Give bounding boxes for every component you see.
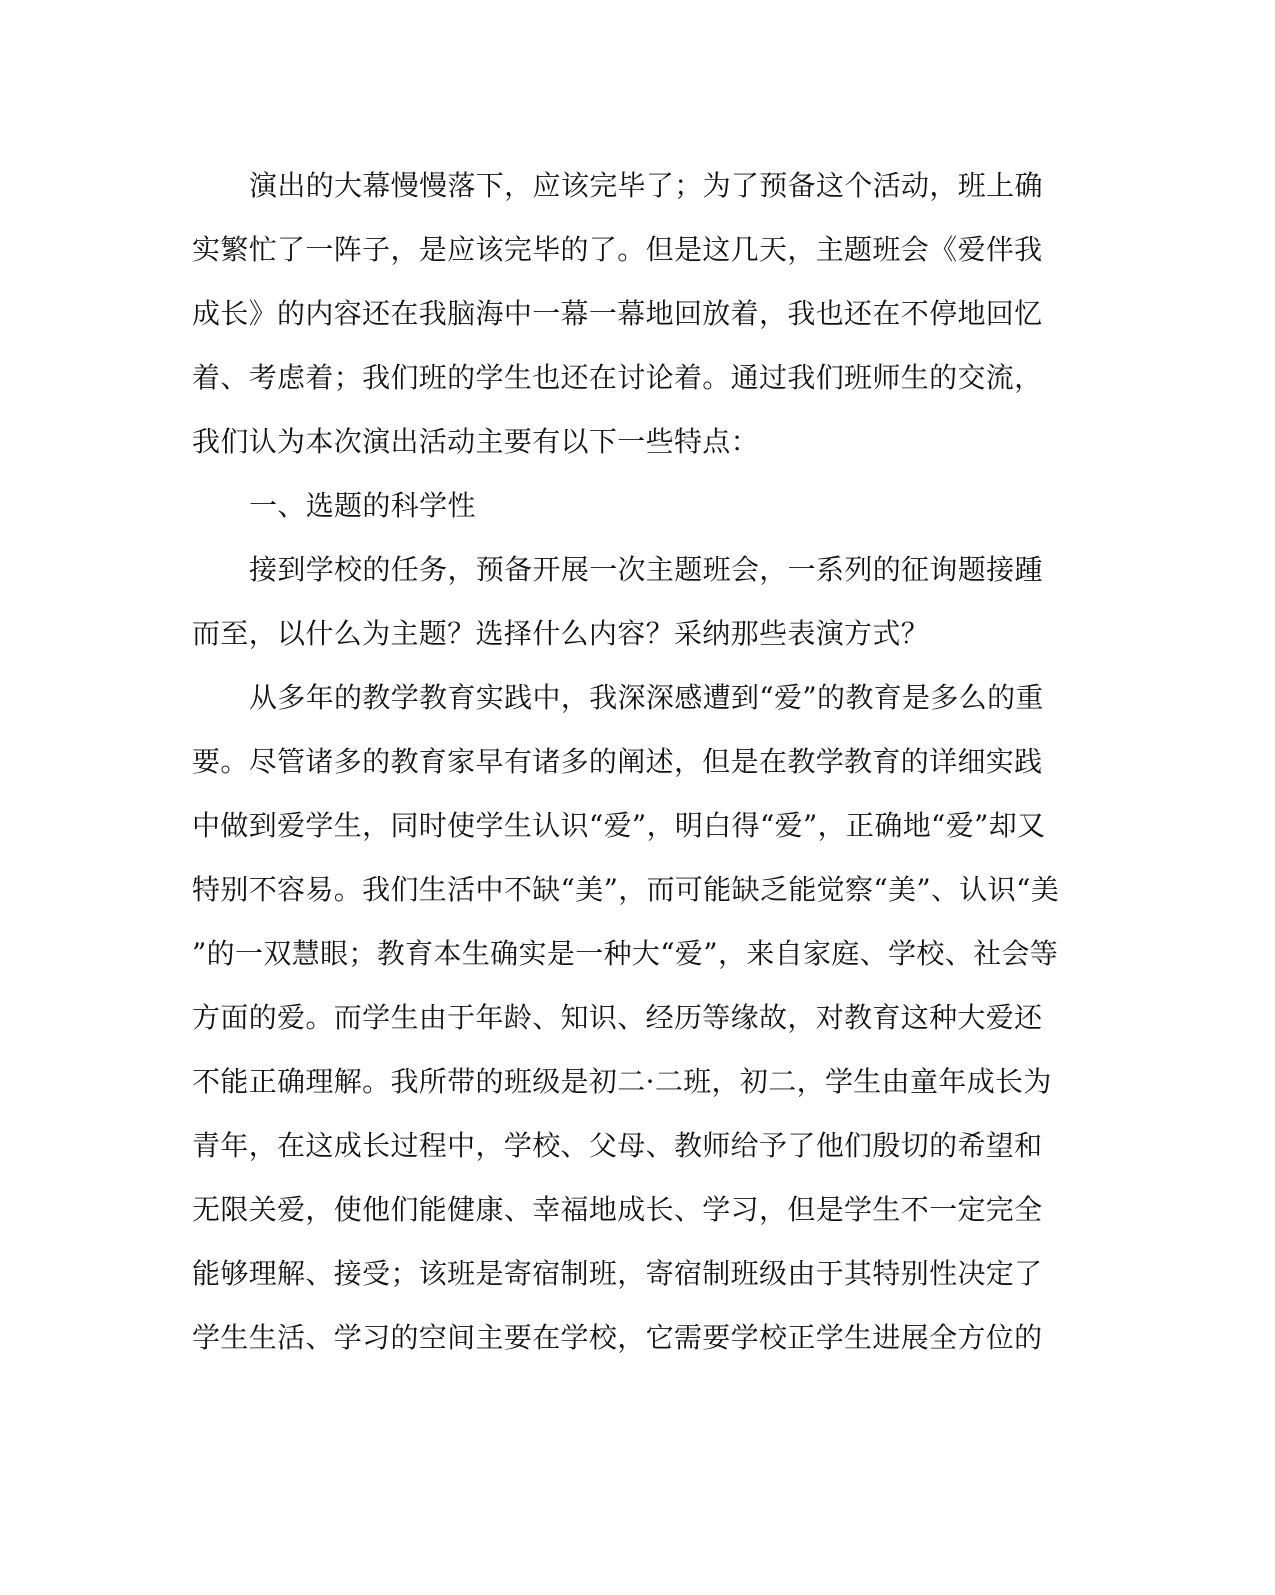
text-line: 青年，在这成长过程中，学校、父母、教师给予了他们殷切的希望和	[192, 1129, 1043, 1162]
text-line: 特别不容易。我们生活中不缺“美”，而可能缺乏能觉察“美”、认识“美	[192, 873, 1060, 906]
text-line: 学生生活、学习的空间主要在学校，它需要学校正学生进展全方位的	[192, 1321, 1043, 1354]
text-line: 实繁忙了一阵子，是应该完毕的了。但是这几天，主题班会《爱伴我	[192, 233, 1043, 266]
section-heading: 一、选题的科学性	[249, 489, 476, 522]
text-line: 而至，以什么为主题？选择什么内容？采纳那些表演方式？	[192, 617, 930, 650]
text-line: 从多年的教学教育实践中，我深深感遭到“爱”的教育是多么的重	[249, 681, 1044, 714]
text-line: 中做到爱学生，同时使学生认识“爱”，明白得“爱”，正确地“爱”却又	[192, 809, 1046, 842]
text-line: 接到学校的任务，预备开展一次主题班会，一系列的征询题接踵	[249, 553, 1043, 586]
text-line: 我们认为本次演出活动主要有以下一些特点：	[192, 425, 760, 458]
text-line: 着、考虑着；我们班的学生也还在讨论着。通过我们班师生的交流，	[192, 361, 1043, 394]
text-line: 无限关爱，使他们能健康、幸福地成长、学习，但是学生不一定完全	[192, 1193, 1043, 1226]
text-line: 方面的爱。而学生由于年龄、知识、经历等缘故，对教育这种大爱还	[192, 1001, 1043, 1034]
text-line: 演出的大幕慢慢落下，应该完毕了；为了预备这个活动，班上确	[249, 169, 1043, 202]
text-line: 要。尽管诸多的教育家早有诸多的阐述，但是在教学教育的详细实践	[192, 745, 1043, 778]
document-body	[192, 162, 1060, 1378]
text-line: 成长》的内容还在我脑海中一幕一幕地回放着，我也还在不停地回忆	[192, 297, 1043, 330]
text-line: 不能正确理解。我所带的班级是初二·二班，初二，学生由童年成长为	[192, 1065, 1052, 1098]
text-line: ”的一双慧眼；教育本生确实是一种大“爱”，来自家庭、学校、社会等	[192, 937, 1059, 970]
text-line: 能够理解、接受；该班是寄宿制班，寄宿制班级由于其特别性决定了	[192, 1257, 1043, 1290]
